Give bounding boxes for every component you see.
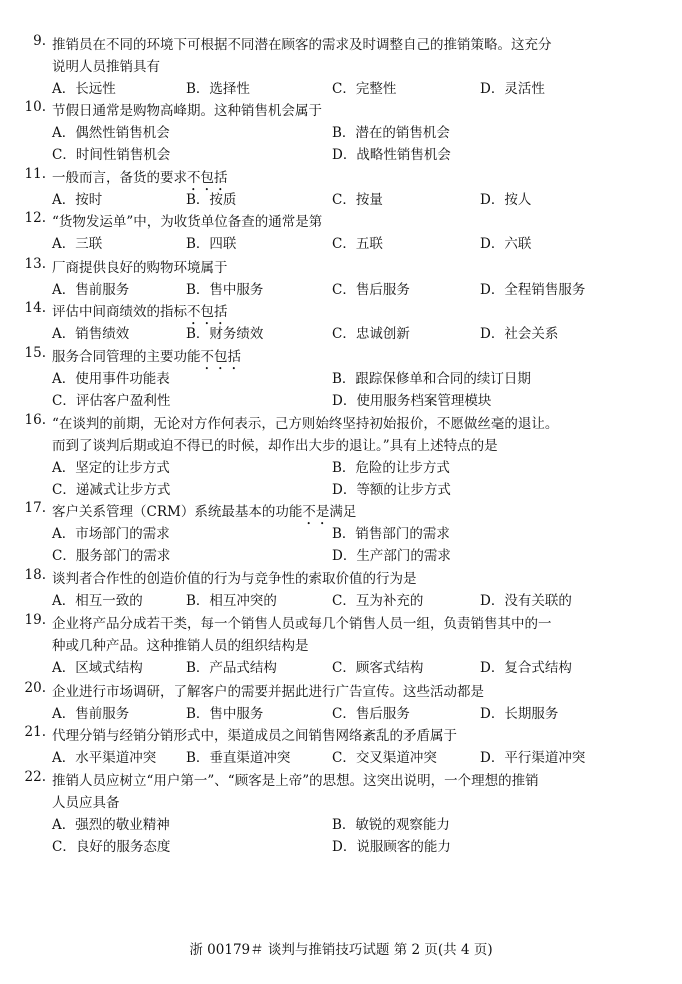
question-text: 企业将产品分成若干类，每一个销售人员或每几个销售人员一组，负责销售其中的一 <box>52 616 552 632</box>
question-number: 16. <box>24 412 46 428</box>
question-number: 14. <box>24 300 46 316</box>
answer-option: A．售前服务 <box>52 706 130 722</box>
answer-option: D．复合式结构 <box>480 660 572 676</box>
question-number: 22. <box>24 769 46 785</box>
question-number: 18. <box>24 567 46 583</box>
answer-option: A．水平渠道冲突 <box>52 750 157 766</box>
answer-option: B．相互冲突的 <box>186 593 277 609</box>
emphasis-marks: 不包括 <box>187 304 228 320</box>
answer-option: A．售前服务 <box>52 282 130 298</box>
answer-option: B．按质 <box>186 192 237 208</box>
question-number: 21. <box>24 724 46 740</box>
answer-option: D．说服顾客的能力 <box>332 839 451 855</box>
question-text: 一般而言，备货的要求不包括 <box>52 170 228 186</box>
answer-option: B．选择性 <box>186 81 250 97</box>
answer-option: B．跟踪保修单和合同的续订日期 <box>332 371 531 387</box>
question-number: 12. <box>24 210 46 226</box>
question-text: 厂商提供良好的购物环境属于 <box>52 260 228 276</box>
answer-option: B．危险的让步方式 <box>332 460 450 476</box>
answer-option: D．等额的让步方式 <box>332 482 451 498</box>
answer-option: C．五联 <box>332 236 383 252</box>
question-number: 17. <box>24 500 46 516</box>
question-number: 11. <box>24 166 46 182</box>
question-number: 20. <box>24 680 46 696</box>
answer-option: D．生产部门的需求 <box>332 548 451 564</box>
answer-option: C．售后服务 <box>332 282 410 298</box>
question-text: 代理分销与经销分销形式中，渠道成员之间销售网络紊乱的矛盾属于 <box>52 728 457 744</box>
answer-option: B．垂直渠道冲突 <box>186 750 291 766</box>
answer-option: C．评估客户盈利性 <box>52 393 171 409</box>
answer-option: A．相互一致的 <box>52 593 143 609</box>
question-text: 客户关系管理（CRM）系统最基本的功能不是满足 <box>52 504 357 520</box>
answer-option: A．按时 <box>52 192 103 208</box>
question-number: 15. <box>24 345 46 361</box>
answer-option: D．灵活性 <box>480 81 545 97</box>
answer-option: C．完整性 <box>332 81 397 97</box>
answer-option: B．售中服务 <box>186 706 264 722</box>
answer-option: C．售后服务 <box>332 706 410 722</box>
emphasis-marks: 不包括 <box>200 349 241 365</box>
answer-option: A．区域式结构 <box>52 660 143 676</box>
question-text: 推销人员应树立“用户第一”、“顾客是上帝”的思想。这突出说明，一个理想的推销 <box>52 773 539 789</box>
answer-option: C．互为补充的 <box>332 593 424 609</box>
answer-option: D．战略性销售机会 <box>332 147 451 163</box>
answer-option: C．时间性销售机会 <box>52 147 171 163</box>
answer-option: D．平行渠道冲突 <box>480 750 586 766</box>
emphasis-marks: 不包括 <box>187 170 228 186</box>
question-number: 10. <box>24 99 46 115</box>
answer-option: A．使用事件功能表 <box>52 371 170 387</box>
question-text: 评估中间商绩效的指标不包括 <box>52 304 228 320</box>
answer-option: D．按人 <box>480 192 532 208</box>
question-text: 节假日通常是购物高峰期。这种销售机会属于 <box>52 103 322 119</box>
answer-option: B．售中服务 <box>186 282 264 298</box>
question-text: “货物发运单”中，为收货单位备查的通常是第 <box>52 214 323 230</box>
question-text: 推销员在不同的环境下可根据不同潜在顾客的需求及时调整自己的推销策略。这充分 <box>52 37 552 53</box>
answer-option: B．四联 <box>186 236 237 252</box>
answer-option: B．潜在的销售机会 <box>332 125 450 141</box>
question-text: 服务合同管理的主要功能不包括 <box>52 349 241 365</box>
answer-option: C．递减式让步方式 <box>52 482 171 498</box>
answer-option: D．六联 <box>480 236 532 252</box>
answer-option: B．产品式结构 <box>186 660 277 676</box>
answer-option: B．财务绩效 <box>186 326 264 342</box>
emphasis-marks: 不是 <box>302 504 330 520</box>
answer-option: A．销售绩效 <box>52 326 130 342</box>
answer-option: B．敏锐的观察能力 <box>332 817 450 833</box>
answer-option: C．交叉渠道冲突 <box>332 750 437 766</box>
answer-option: A．市场部门的需求 <box>52 526 170 542</box>
page-footer: 浙 00179＃ 谈判与推销技巧试题 第 2 页(共 4 页) <box>189 942 493 958</box>
question-number: 9. <box>33 33 46 49</box>
answer-option: D．使用服务档案管理模块 <box>332 393 492 409</box>
answer-option: C．按量 <box>332 192 383 208</box>
answer-option: A．偶然性销售机会 <box>52 125 170 141</box>
answer-option: D．社会关系 <box>480 326 559 342</box>
question-text: 说明人员推销具有 <box>52 59 160 75</box>
answer-option: A．强烈的敬业精神 <box>52 817 170 833</box>
answer-option: A．长远性 <box>52 81 116 97</box>
question-text: 人员应具备 <box>52 795 120 811</box>
question-text: 企业进行市场调研，了解客户的需要并据此进行广告宣传。这些活动都是 <box>52 684 484 700</box>
answer-option: D．全程销售服务 <box>480 282 586 298</box>
answer-option: A．三联 <box>52 236 103 252</box>
answer-option: C．服务部门的需求 <box>52 548 171 564</box>
answer-option: C．忠诚创新 <box>332 326 410 342</box>
question-text: 谈判者合作性的创造价值的行为与竞争性的索取价值的行为是 <box>52 571 417 587</box>
answer-option: D．没有关联的 <box>480 593 572 609</box>
answer-option: A．坚定的让步方式 <box>52 460 170 476</box>
question-text: “在谈判的前期，无论对方作何表示，己方则始终坚持初始报价，不愿做丝毫的退让。 <box>52 416 559 432</box>
question-text: 种或几种产品。这种推销人员的组织结构是 <box>52 638 309 654</box>
answer-option: B．销售部门的需求 <box>332 526 450 542</box>
answer-option: C．顾客式结构 <box>332 660 424 676</box>
answer-option: D．长期服务 <box>480 706 559 722</box>
question-text: 而到了谈判后期或迫不得已的时候，却作出大步的退让。”具有上述特点的是 <box>52 438 498 454</box>
question-number: 13. <box>24 256 46 272</box>
answer-option: C．良好的服务态度 <box>52 839 171 855</box>
question-number: 19. <box>24 612 46 628</box>
